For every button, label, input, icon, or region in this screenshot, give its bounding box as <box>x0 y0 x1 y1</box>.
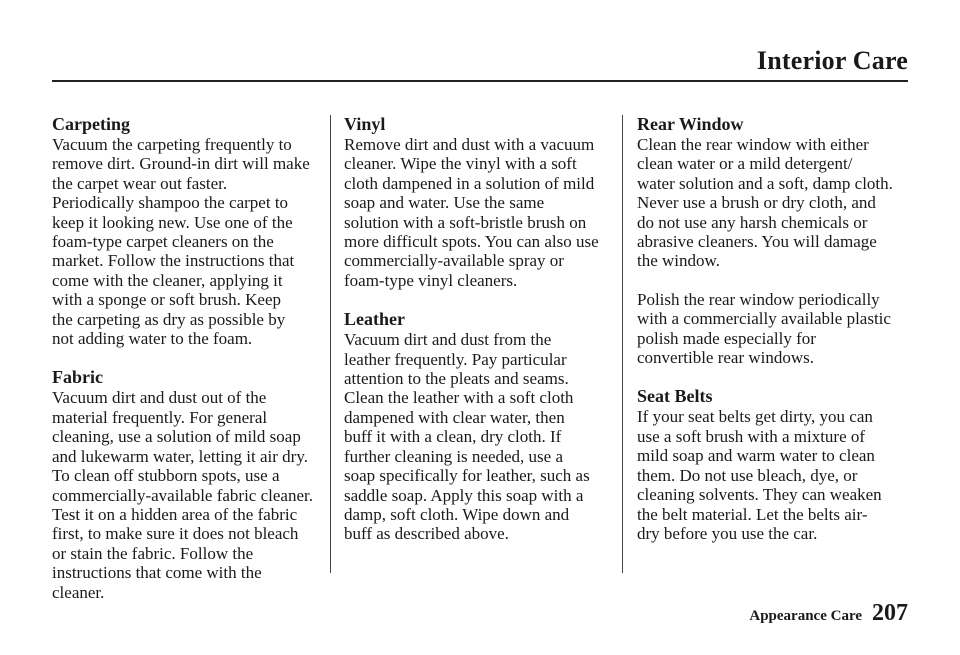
section-heading: Fabric <box>52 367 103 388</box>
section-body: If your seat belts get dirty, you can use a soft brush with a mixture of mild soap and warm water to clean them. Do not use bleach, dye, or cleaning solvents. They can weaken the belt material. Let the belts air- dry before you use the car. <box>637 407 882 543</box>
section-body: Clean the rear window with either clean water or a mild detergent/ water solution and a soft, damp cloth. Never use a brush or dry cloth, and do not use any harsh chemicals or abrasive cleaners. You will damage the window. <box>637 135 893 271</box>
section-body: Remove dirt and dust with a vacuum cleaner. Wipe the vinyl with a soft cloth dampened in a solution of mild soap and water. Use the same solution with a soft-bristle brush on more difficult spots. You can also use commercially-available spray or foam-type vinyl cleaners. <box>344 135 599 290</box>
column-right <box>637 114 913 562</box>
section-vinyl <box>344 114 620 290</box>
section-seat-belts <box>637 386 913 543</box>
section-body: Vacuum the carpeting frequently to remove dirt. Ground-in dirt will make the carpet wear out faster. Periodically shampoo the carpet to keep it looking new. Use one of the foam-type carpet cleaners on the market. Follow the instructions that come with the cleaner, applying it with a sponge or soft brush. Keep the carpeting as dry as possible by not adding water to the foam. <box>52 135 310 349</box>
section-heading: Rear Window <box>637 114 744 134</box>
section-heading: Seat Belts <box>637 386 713 407</box>
section-heading: Vinyl <box>344 114 386 134</box>
page-footer <box>749 600 908 627</box>
section-body: Vacuum dirt and dust out of the material frequently. For general cleaning, use a solution of mild soap and lukewarm water, letting it air dry. To clean off stubborn spots, use a commercially-available fabric cleaner. Test it on a hidden area of the fabric first, to make sure it does not bleach or stain the fabric. Follow the instructions that come with the cleaner. <box>52 388 313 602</box>
section-leather <box>344 309 620 543</box>
section-body: Vacuum dirt and dust from the leather frequently. Pay particular attention to the pleats and seams. Clean the leather with a soft cloth dampened with clear water, then buff it with a clean, dry cloth. If further cleaning is needed, use a soap specifically for leather, such as saddle soap. Apply this soap with a damp, soft cloth. Wipe down and buff as described above. <box>344 330 590 544</box>
header-rule <box>52 80 908 82</box>
section-fabric <box>52 367 327 601</box>
section-body-paragraph-2: Polish the rear window periodically with a commercially available plastic polish made especially for convertible rear windows. <box>637 289 891 368</box>
section-heading: Leather <box>344 309 405 330</box>
column-left <box>52 114 327 621</box>
page-title: Interior Care <box>756 46 908 75</box>
footer-section-title: Appearance Care <box>749 608 862 624</box>
section-rear-window <box>637 114 913 367</box>
column-divider <box>622 115 623 573</box>
column-divider <box>330 115 331 573</box>
page-number: 207 <box>872 600 908 626</box>
section-heading: Carpeting <box>52 114 130 134</box>
column-middle <box>344 114 620 563</box>
section-carpeting <box>52 114 327 348</box>
